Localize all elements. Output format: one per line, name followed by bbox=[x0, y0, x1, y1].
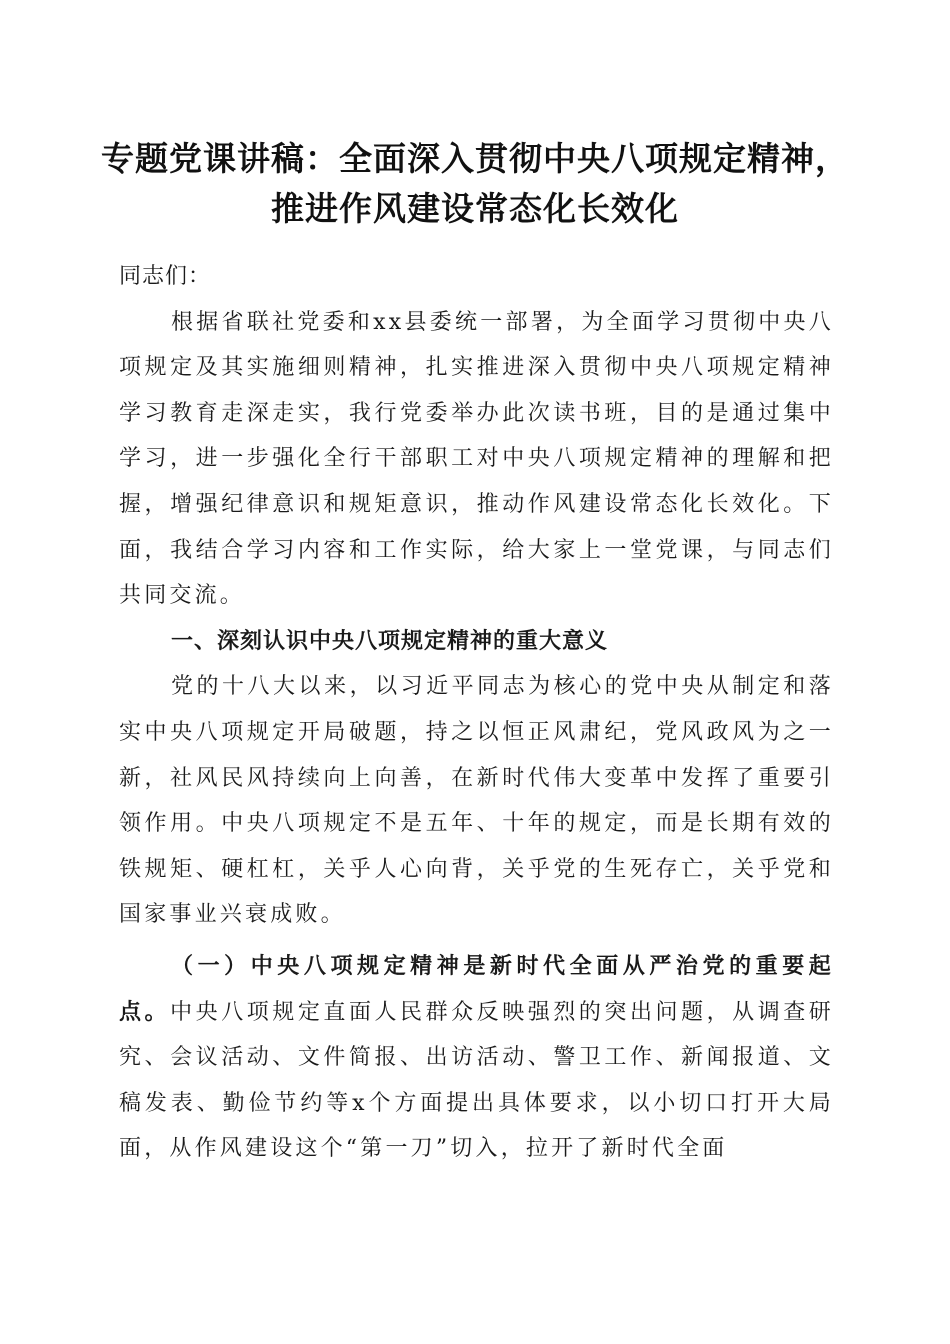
document-body bbox=[119, 254, 834, 1172]
subsection-1-lead: （一）中央八项规定精神是新时代全面从严治党的重要起点。 bbox=[119, 952, 834, 1025]
subsection-1-paragraph bbox=[119, 944, 834, 1172]
section-heading-1: 一、深刻认识中央八项规定精神的重大意义 bbox=[171, 628, 609, 654]
document-title: 专题党课讲稿：全面深入贯彻中央八项规定精神，推进作风建设常态化长效化 bbox=[101, 139, 849, 228]
greeting: 同志们： bbox=[119, 264, 212, 289]
section-1-paragraph: 党的十八大以来，以习近平同志为核心的党中央从制定和落实中央八项规定开局破题，持之以恒正风肃纪，党风政风为之一新，社风民风持续向上向善，在新时代伟大变革中发挥了重要引领作用。中央八项规定不是五年、十年的规定，而是长期有效的铁规矩、硬杠杠，关乎人心向背，关乎党的生死存亡，关乎党和国家事业兴衰成败。 bbox=[119, 674, 834, 928]
intro-paragraph: 根据省联社党委和xx县委统一部署，为全面学习贯彻中央八项规定及其实施细则精神，扎实推进深入贯彻中央八项规定精神学习教育走深走实，我行党委举办此次读书班，目的是通过集中学习，进一步强化全行干部职工对中央八项规定精神的理解和把握，增强纪律意识和规矩意识，推动作风建设常态化长效化。下面，我结合学习内容和工作实际，给大家上一堂党课，与同志们共同交流。 bbox=[119, 309, 834, 609]
subsection-1-body: 中央八项规定直面人民群众反映强烈的突出问题，从调查研究、会议活动、文件简报、出访活动、警卫工作、新闻报道、文稿发表、勤俭节约等x个方面提出具体要求，以小切口打开大局面，从作风建设这个“第一刀”切入，拉开了新时代全面 bbox=[119, 999, 835, 1162]
